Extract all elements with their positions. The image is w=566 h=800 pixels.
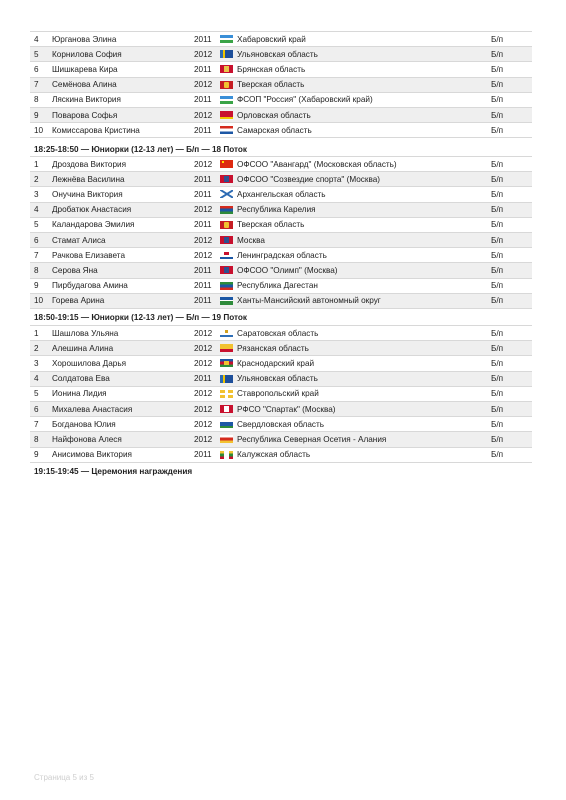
birth-year: 2011 bbox=[194, 189, 212, 199]
region-name: Республика Дагестан bbox=[237, 281, 318, 291]
region-flag-icon bbox=[220, 435, 233, 443]
rank-status: Б/п bbox=[491, 95, 504, 105]
rank-status: Б/п bbox=[491, 34, 504, 44]
athlete-name: Дроздова Виктория bbox=[52, 159, 127, 169]
rank-status: Б/п bbox=[491, 49, 504, 59]
region-flag-icon bbox=[220, 390, 233, 398]
region-flag-icon bbox=[220, 50, 233, 58]
row-number: 8 bbox=[34, 265, 39, 275]
athlete-name: Найфонова Алеся bbox=[52, 434, 122, 444]
table-row bbox=[30, 218, 532, 233]
region-name: Рязанская область bbox=[237, 343, 309, 353]
region-flag-icon bbox=[220, 251, 233, 259]
region-name: Тверская область bbox=[237, 220, 305, 230]
birth-year: 2012 bbox=[194, 205, 213, 215]
region-flag-icon bbox=[220, 160, 233, 168]
table-row bbox=[30, 432, 532, 447]
region-name: ОФСОО "Олимп" (Москва) bbox=[237, 265, 338, 275]
region-flag-icon bbox=[220, 451, 233, 459]
region-flag-icon bbox=[220, 221, 233, 229]
page-footer: Страница 5 из 5 bbox=[34, 773, 94, 782]
rank-status: Б/п bbox=[491, 125, 504, 135]
table-row bbox=[30, 294, 532, 309]
athlete-name: Ионина Лидия bbox=[52, 389, 107, 399]
table-row bbox=[30, 402, 532, 417]
birth-year: 2011 bbox=[194, 296, 212, 306]
athlete-name: Рачкова Елизавета bbox=[52, 250, 126, 260]
rank-status: Б/п bbox=[491, 404, 504, 414]
table-row bbox=[30, 341, 532, 356]
row-number: 2 bbox=[34, 343, 39, 353]
region-flag-icon bbox=[220, 175, 233, 183]
birth-year: 2012 bbox=[194, 80, 213, 90]
table-row bbox=[30, 448, 532, 463]
region-name: Тверская область bbox=[237, 80, 305, 90]
row-number: 6 bbox=[34, 404, 39, 414]
region-name: Самарская область bbox=[237, 125, 312, 135]
birth-year: 2011 bbox=[194, 95, 212, 105]
row-number: 7 bbox=[34, 80, 39, 90]
group3-heading: 18:50-19:15 — Юниорки (12-13 лет) — Б/п — 19 Поток bbox=[34, 313, 248, 322]
rank-status: Б/п bbox=[491, 64, 504, 74]
birth-year: 2012 bbox=[194, 328, 213, 338]
row-number: 3 bbox=[34, 358, 39, 368]
table-row bbox=[30, 326, 532, 341]
rank-status: Б/п bbox=[491, 250, 504, 260]
table-row bbox=[30, 233, 532, 248]
athlete-name: Михалева Анастасия bbox=[52, 404, 133, 414]
rank-status: Б/п bbox=[491, 80, 504, 90]
birth-year: 2012 bbox=[194, 49, 213, 59]
row-number: 8 bbox=[34, 95, 39, 105]
region-name: ОФСОО "Созвездие спорта" (Москва) bbox=[237, 174, 381, 184]
row-number: 4 bbox=[34, 205, 39, 215]
row-number: 3 bbox=[34, 189, 39, 199]
region-flag-icon bbox=[220, 126, 233, 134]
region-flag-icon bbox=[220, 206, 233, 214]
rank-status: Б/п bbox=[491, 174, 504, 184]
birth-year: 2011 bbox=[194, 450, 212, 460]
athlete-name: Алешина Алина bbox=[52, 343, 114, 353]
table-row bbox=[30, 47, 532, 62]
table-row bbox=[30, 187, 532, 202]
birth-year: 2012 bbox=[194, 343, 213, 353]
region-flag-icon bbox=[220, 375, 233, 383]
athlete-name: Корнилова София bbox=[52, 49, 122, 59]
rank-status: Б/п bbox=[491, 235, 504, 245]
birth-year: 2011 bbox=[194, 265, 212, 275]
table-row bbox=[30, 157, 532, 172]
athlete-name: Стамат Алиса bbox=[52, 235, 106, 245]
region-name: Москва bbox=[237, 235, 265, 245]
rank-status: Б/п bbox=[491, 343, 504, 353]
region-name: Орловская область bbox=[237, 110, 311, 120]
table-row bbox=[30, 93, 532, 108]
table-row bbox=[30, 372, 532, 387]
rank-status: Б/п bbox=[491, 374, 504, 384]
athlete-name: Лежнёва Василина bbox=[52, 174, 125, 184]
region-flag-icon bbox=[220, 266, 233, 274]
region-name: Ульяновская область bbox=[237, 49, 318, 59]
region-flag-icon bbox=[220, 236, 233, 244]
rank-status: Б/п bbox=[491, 328, 504, 338]
birth-year: 2012 bbox=[194, 235, 213, 245]
table-row bbox=[30, 263, 532, 278]
row-number: 5 bbox=[34, 389, 39, 399]
athlete-name: Дробатюк Анастасия bbox=[52, 205, 132, 215]
row-number: 7 bbox=[34, 250, 39, 260]
athlete-name: Анисимова Виктория bbox=[52, 450, 132, 460]
region-flag-icon bbox=[220, 111, 233, 119]
table-row bbox=[30, 417, 532, 432]
rank-status: Б/п bbox=[491, 189, 504, 199]
table-row bbox=[30, 279, 532, 294]
rank-status: Б/п bbox=[491, 159, 504, 169]
birth-year: 2011 bbox=[194, 220, 212, 230]
region-flag-icon bbox=[220, 35, 233, 43]
table-row bbox=[30, 172, 532, 187]
birth-year: 2012 bbox=[194, 419, 213, 429]
birth-year: 2012 bbox=[194, 250, 213, 260]
rank-status: Б/п bbox=[491, 358, 504, 368]
rank-status: Б/п bbox=[491, 281, 504, 291]
row-number: 4 bbox=[34, 34, 39, 44]
birth-year: 2012 bbox=[194, 358, 213, 368]
region-name: Калужская область bbox=[237, 450, 311, 460]
athlete-name: Серова Яна bbox=[52, 265, 98, 275]
region-flag-icon bbox=[220, 81, 233, 89]
athlete-name: Хорошилова Дарья bbox=[52, 358, 127, 368]
row-number: 9 bbox=[34, 110, 39, 120]
region-name: Архангельская область bbox=[237, 189, 326, 199]
rank-status: Б/п bbox=[491, 220, 504, 230]
region-name: Саратовская область bbox=[237, 328, 319, 338]
region-flag-icon bbox=[220, 297, 233, 305]
birth-year: 2012 bbox=[194, 159, 213, 169]
athlete-name: Горева Арина bbox=[52, 296, 105, 306]
row-number: 6 bbox=[34, 64, 39, 74]
region-name: ОФСОО "Авангард" (Московская область) bbox=[237, 159, 397, 169]
region-flag-icon bbox=[220, 190, 233, 198]
group2-heading: 18:25-18:50 — Юниорки (12-13 лет) — Б/п — 18 Поток bbox=[34, 145, 248, 154]
region-name: Ханты-Мансийский автономный округ bbox=[237, 296, 381, 306]
birth-year: 2011 bbox=[194, 64, 212, 74]
table-row bbox=[30, 32, 532, 47]
ceremony-heading: 19:15-19:45 — Церемония награждения bbox=[34, 467, 193, 476]
rank-status: Б/п bbox=[491, 450, 504, 460]
table-row bbox=[30, 248, 532, 263]
birth-year: 2011 bbox=[194, 125, 212, 135]
region-name: Республика Северная Осетия - Алания bbox=[237, 434, 387, 444]
athlete-name: Шишкарева Кира bbox=[52, 64, 118, 74]
region-name: Республика Карелия bbox=[237, 205, 316, 215]
region-name: ФСОП "Россия" (Хабаровский край) bbox=[237, 95, 373, 105]
row-number: 2 bbox=[34, 174, 39, 184]
region-flag-icon bbox=[220, 359, 233, 367]
group2-table bbox=[30, 156, 532, 309]
rank-status: Б/п bbox=[491, 389, 504, 399]
athlete-name: Каландарова Эмилия bbox=[52, 220, 135, 230]
table-row bbox=[30, 356, 532, 371]
birth-year: 2012 bbox=[194, 110, 213, 120]
athlete-name: Поварова Софья bbox=[52, 110, 118, 120]
athlete-name: Пирбудагова Амина bbox=[52, 281, 128, 291]
group3-table bbox=[30, 325, 532, 463]
row-number: 10 bbox=[34, 125, 44, 135]
row-number: 9 bbox=[34, 281, 39, 291]
rank-status: Б/п bbox=[491, 296, 504, 306]
birth-year: 2011 bbox=[194, 174, 212, 184]
athlete-name: Шашлова Ульяна bbox=[52, 328, 119, 338]
region-name: Ульяновская область bbox=[237, 374, 318, 384]
athlete-name: Комиссарова Кристина bbox=[52, 125, 140, 135]
athlete-name: Юрганова Элина bbox=[52, 34, 117, 44]
row-number: 9 bbox=[34, 450, 39, 460]
table-row bbox=[30, 123, 532, 138]
birth-year: 2011 bbox=[194, 374, 212, 384]
region-flag-icon bbox=[220, 65, 233, 73]
rank-status: Б/п bbox=[491, 205, 504, 215]
row-number: 1 bbox=[34, 159, 39, 169]
region-flag-icon bbox=[220, 405, 233, 413]
row-number: 8 bbox=[34, 434, 39, 444]
rank-status: Б/п bbox=[491, 110, 504, 120]
group1-table bbox=[30, 31, 532, 138]
table-row bbox=[30, 108, 532, 123]
athlete-name: Солдатова Ева bbox=[52, 374, 110, 384]
region-flag-icon bbox=[220, 96, 233, 104]
athlete-name: Богданова Юлия bbox=[52, 419, 116, 429]
row-number: 6 bbox=[34, 235, 39, 245]
row-number: 5 bbox=[34, 220, 39, 230]
birth-year: 2011 bbox=[194, 281, 212, 291]
row-number: 1 bbox=[34, 328, 39, 338]
region-name: Ленинградская область bbox=[237, 250, 327, 260]
birth-year: 2012 bbox=[194, 434, 213, 444]
region-flag-icon bbox=[220, 282, 233, 290]
rank-status: Б/п bbox=[491, 434, 504, 444]
table-row bbox=[30, 78, 532, 93]
region-name: РФСО "Спартак" (Москва) bbox=[237, 404, 336, 414]
row-number: 10 bbox=[34, 296, 44, 306]
table-row bbox=[30, 387, 532, 402]
region-flag-icon bbox=[220, 344, 233, 352]
row-number: 7 bbox=[34, 419, 39, 429]
row-number: 5 bbox=[34, 49, 39, 59]
region-name: Хабаровский край bbox=[237, 34, 306, 44]
row-number: 4 bbox=[34, 374, 39, 384]
region-flag-icon bbox=[220, 420, 233, 428]
region-name: Свердловская область bbox=[237, 419, 324, 429]
region-name: Брянская область bbox=[237, 64, 306, 74]
rank-status: Б/п bbox=[491, 265, 504, 275]
birth-year: 2012 bbox=[194, 389, 213, 399]
table-row bbox=[30, 62, 532, 77]
region-name: Ставропольский край bbox=[237, 389, 319, 399]
birth-year: 2011 bbox=[194, 34, 212, 44]
rank-status: Б/п bbox=[491, 419, 504, 429]
athlete-name: Ляскина Виктория bbox=[52, 95, 121, 105]
birth-year: 2012 bbox=[194, 404, 213, 414]
region-flag-icon bbox=[220, 329, 233, 337]
table-row bbox=[30, 203, 532, 218]
athlete-name: Семёнова Алина bbox=[52, 80, 117, 90]
region-name: Краснодарский край bbox=[237, 358, 315, 368]
athlete-name: Онучина Виктория bbox=[52, 189, 123, 199]
